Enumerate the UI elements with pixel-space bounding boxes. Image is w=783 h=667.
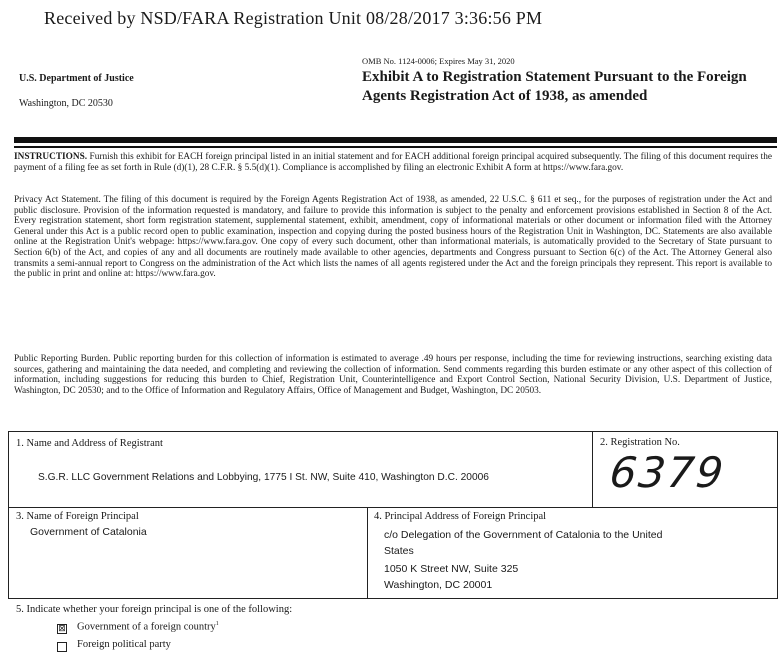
- foreign-principal-value: Government of Catalonia: [30, 526, 147, 538]
- header-rule-thin: [14, 146, 777, 148]
- registration-number-label: 2. Registration No.: [600, 437, 680, 448]
- omb-number: OMB No. 1124-0006; Expires May 31, 2020: [362, 56, 515, 66]
- principal-address-line3: 1050 K Street NW, Suite 325: [384, 563, 519, 575]
- reporting-burden-statement: Public Reporting Burden. Public reporting burden for this collection of information is estimated to average .49 hours per response, including the time for reviewing instructions, searching existing data sources, gathering and maintaining the data needed, and completing and reviewing the collection of information. Send comments regarding this burden estimate or any other aspect of this collection of information, including suggestions for reducing this burden to Chief, Registration Unit, Counterintelligence and Export Control Section, National Security Division, U.S. Department of Justice, Washington, DC 20530; and to the Office of Information and Regulatory Affairs, Office of Management and Budget, Washington, DC 20503.: [14, 354, 772, 396]
- option-foreign-government-checkbox[interactable]: ⊠: [58, 624, 66, 634]
- principal-address-label: 4. Principal Address of Foreign Principal: [374, 511, 547, 522]
- principal-address-line4: Washington, DC 20001: [384, 579, 493, 591]
- instructions-lead: INSTRUCTIONS.: [14, 152, 88, 162]
- principal-address-line1: c/o Delegation of the Government of Catalonia to the United: [384, 529, 663, 541]
- exhibit-title: Exhibit A to Registration Statement Pursuant to the Foreign Agents Registration Act of 1938, as amended: [362, 69, 747, 104]
- department-location: Washington, DC 20530: [19, 98, 113, 109]
- received-stamp: Received by NSD/FARA Registration Unit 08/28/2017 3:36:56 PM: [44, 8, 543, 28]
- registration-number-value: 6379: [607, 448, 728, 497]
- instructions-text: Furnish this exhibit for EACH foreign principal listed in an initial statement and for EACH additional foreign principal acquired subsequently. The filing of this document requires the payment of a filing fee as set forth in Rule (d)(1), 28 C.F.R. § 5.5(d)(1). Compliance is accomplished by filing an electronic Exhibit A form at https://www.fara.gov.: [14, 152, 772, 173]
- privacy-act-statement: Privacy Act Statement. The filing of this document is required by the Foreign Agents Registration Act of 1938, as amended, 22 U.S.C. § 611 et seq., for the purposes of registration under the Act and public disclosure. Provision of the information requested is mandatory, and failure to provide this information is subject to the penalty and enforcement provisions established in Section 8 of the Act. Every registration statement, short form registration statement, supplemental statement, exhibit, amendment, copy of informational materials or other document or information filed with the Attorney General under this Act is a public record open to public examination, inspection and copying during the posted business hours of the Registration Unit in Washington, DC. Statements are also available online at the Registration Unit's webpage: https://www.fara.gov. One copy of every such document, other than informational materials, is automatically provided to the Secretary of State pursuant to Section 6(b) of the Act, and copies of any and all documents are routinely made available to other agencies, departments and Congress pursuant to Section 6(c) of the Act. The Attorney General also transmits a semi-annual report to Congress on the administration of the Act which lists the names of all agents registered under the Act and the foreign principals they represent. This report is available to the public in print and online at: https://www.fara.gov.: [14, 195, 772, 280]
- principal-address-line2: States: [384, 545, 414, 557]
- department-name: U.S. Department of Justice: [19, 73, 134, 84]
- header-rule-thick: [14, 137, 777, 143]
- registrant-label: 1. Name and Address of Registrant: [16, 438, 163, 449]
- option-foreign-political-party-label: Foreign political party: [77, 639, 171, 650]
- option-foreign-government-label: Government of a foreign country$^1$: [77, 621, 219, 633]
- question5-label: 5. Indicate whether your foreign principal is one of the following:: [16, 604, 293, 615]
- instructions-paragraph: [14, 152, 772, 173]
- option-foreign-political-party-checkbox[interactable]: [57, 642, 67, 652]
- registrant-value: S.G.R. LLC Government Relations and Lobbying, 1775 I St. NW, Suite 410, Washington D.C. 20006: [38, 472, 489, 483]
- footnote-marker: 1: [215, 621, 219, 627]
- foreign-principal-label: 3. Name of Foreign Principal: [16, 511, 139, 522]
